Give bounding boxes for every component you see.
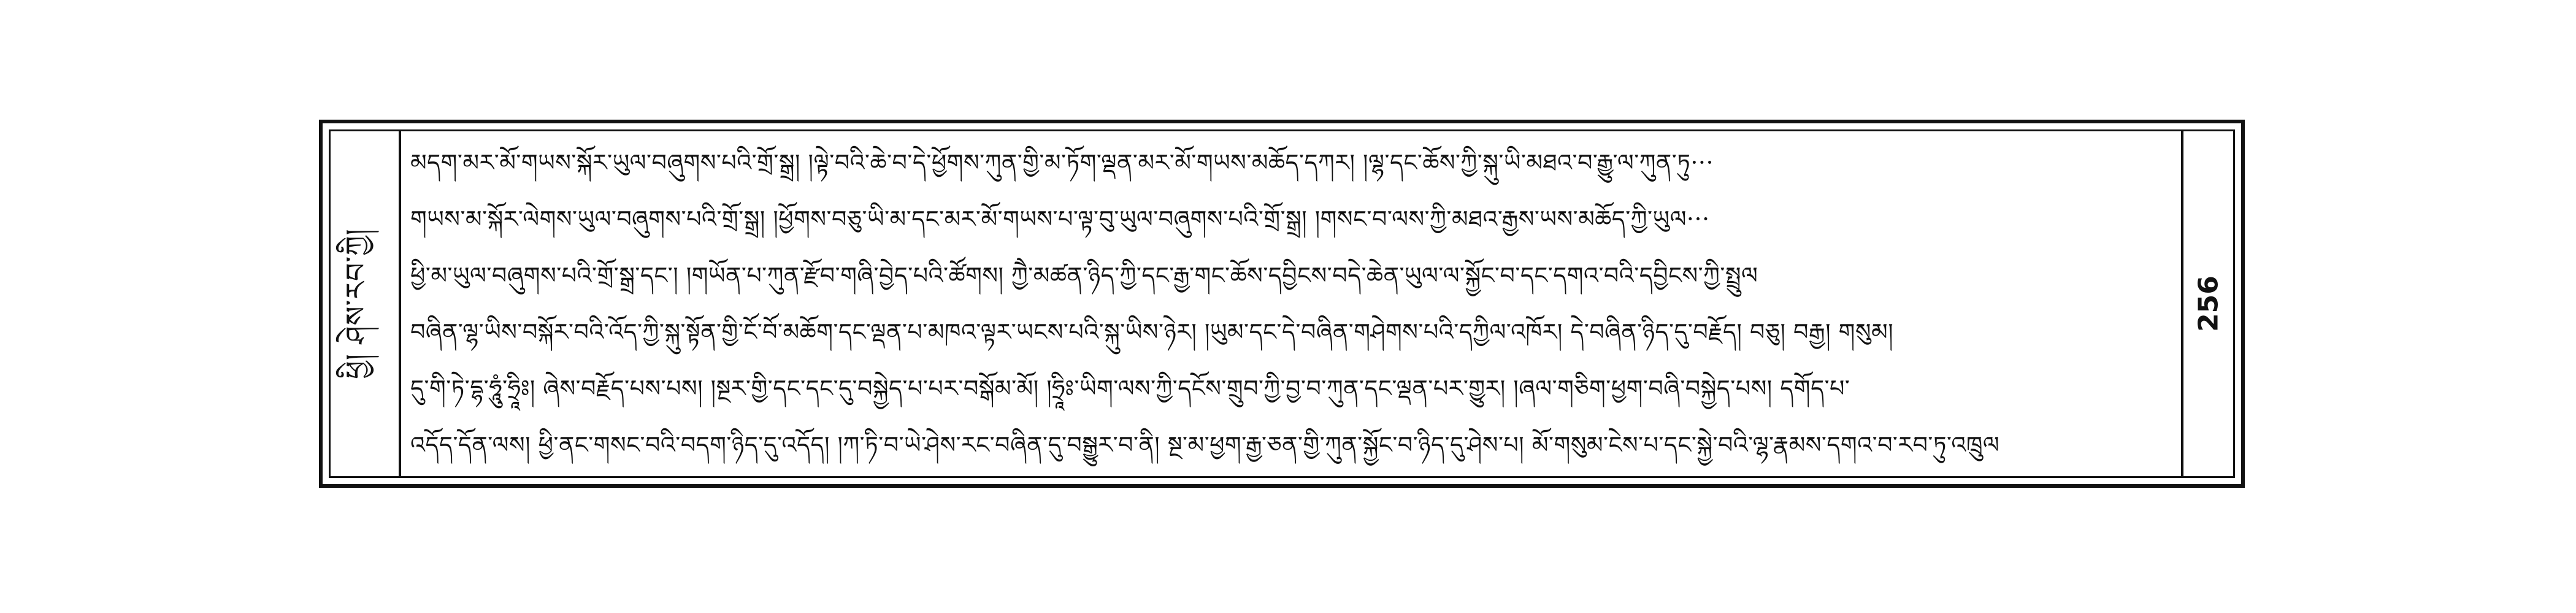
text-line-2: གཡས་མ་སྐོར་ལེགས་ཡུལ་བཞུགས་པའི་གྲོ་སྒྲ། །ཕྱོགས་བཅུ་ཡི་མ་དང་མར་མོ་གཡས་པ་ལྟ་བུ་ཡུལ་བཞུགས་པའི་གྲོ་སྒྲ། །གསང་བ་ལས་ཀྱི་མཐའ་རྒྱས་ཡས་མཆོད་ཀྱི་ཡུལ··· [410,206,1710,233]
text-line-4: བཞིན་ལྷ་ཡིས་བསྐོར་བའི་འོད་ཀྱི་སྐུ་སྟོན་གྱི་ངོ་བོ་མཆོག་དང་ལྡན་པ་མཁའ་ལྟར་ཡངས་པའི་སྐུ་ཡིས་ཉེར། །ཡུམ་དང་དེ་བཞིན་གཤེགས་པའི་དཀྱིལ་འཁོར། དེ་བཞིན་ཉིད་དུ་བརྗོད། བཅུ། བརྒྱ། གསུམ། [410,318,1894,345]
text-line-5: དུ་གི་ཏེ་དྷ་ཧཱུཾ་ཧྲཱིཿ། ཞེས་བརྗོད་པས་པས། །སྔར་གྱི་དང་དང་དུ་བསྐྱེད་པ་པར་བསྒོམ་མོ། །ཧྲཱིཿ་ཡིག་ལས་ཀྱི་དངོས་གྲུབ་ཀྱི་བྱ་བ་ཀུན་དང་ལྡན་པར་གྱུར། །ཞལ་གཅིག་ཕྱག་བཞི་བསྐྱེད་པས། དགོད་པ་ [410,375,1850,402]
text-block [410,139,2172,469]
page-number: 256 [2193,276,2224,332]
margin-label: ཕྱི། ཤེས་རབ་ཀྱི། [339,228,372,379]
text-line-6: འདོད་དོན་ལས། ཕྱི་ནང་གསང་བའི་བདག་ཉིད་དུ་འདོད། །ཀ་ཏི་བ་ཡེ་ཤེས་རང་བཞིན་དུ་བསྒྱུར་བ་ནི། སྔ་མ་ཕྱག་རྒྱ་ཅན་གྱི་ཀུན་སྐྱོང་བ་ཉིད་དུ་ཤེས་པ། མོ་གསུམ་ངེས་པ་དང་སྐྱེ་བའི་ལྷ་རྣམས་དགའ་བ་རབ་ཏུ་འཁྲུལ [410,431,2000,458]
right-margin [2181,131,2233,476]
pecha-folio [319,120,2245,488]
left-margin [331,131,401,476]
text-line-3: ཕྱི་མ་ཡུལ་བཞུགས་པའི་གྲོ་སྒྲ་དང༌། །གཡོན་པ་ཀུན་རྫོབ་གཞི་བྱེད་པའི་ཚོགས། ཀྱཻ་མཚན་ཉིད་ཀྱི་དང་རྒྱ་གང་ཆོས་དབྱིངས་བདེ་ཆེན་ཡུལ་ལ་སྐྱོང་བ་དང་དགའ་བའི་དབྱིངས་ཀྱི་སྤྲུལ [410,262,1758,289]
text-line-1: མདག་མར་མོ་གཡས་སྐོར་ཡུལ་བཞུགས་པའི་གྲོ་སྒྲ། །ལྟེ་བའི་ཆེ་བ་དེ་ཕྱོགས་ཀུན་གྱི་མ་ཏོག་ལྡན་མར་མོ་གཡས་མཆོད་དཀར། །ལྷ་དང་ཆོས་ཀྱི་སྐུ་ཡི་མཐའ་བ་རྒྱུ་ལ་ཀུན་ཏུ··· [410,149,1714,176]
folio-frame [329,129,2235,478]
